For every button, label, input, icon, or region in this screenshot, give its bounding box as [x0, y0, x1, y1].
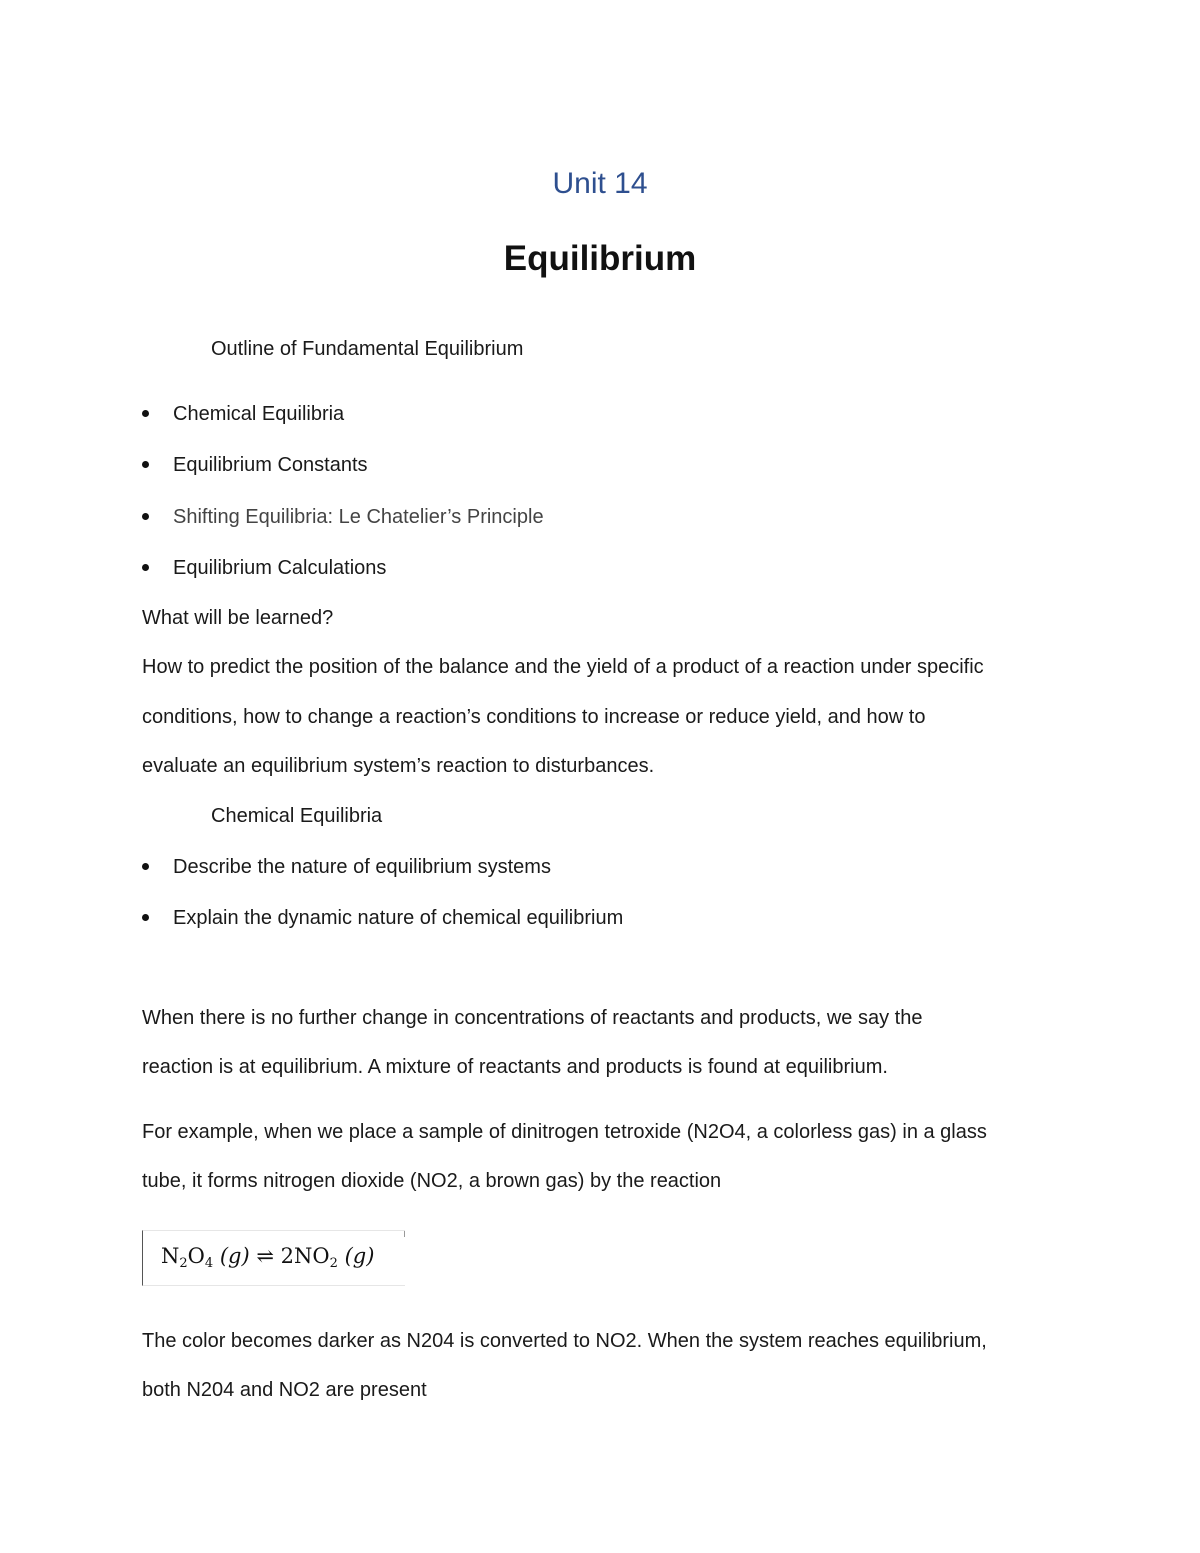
chemical-equation: $N_2O_4$ (g) ⇌ $2NO_2$ (g) — [161, 1244, 375, 1271]
outline-item-label: Equilibrium Calculations — [173, 557, 387, 579]
bullet-icon — [142, 863, 149, 870]
bullet-icon — [142, 564, 149, 571]
section-heading: Chemical Equilibria — [211, 805, 383, 827]
outline-item — [142, 452, 368, 478]
section-item — [142, 905, 623, 931]
section-item — [142, 854, 551, 880]
bullet-icon — [142, 461, 149, 468]
section-item-label: Describe the nature of equilibrium systems — [173, 856, 551, 878]
outline-item-label: Equilibrium Constants — [173, 454, 368, 476]
paragraph-line: The color becomes darker as N204 is converted to NO2. When the system reaches equilibrium, — [142, 1330, 987, 1352]
learned-line: How to predict the position of the balance and the yield of a product of a reaction under specific — [142, 656, 984, 678]
outline-item — [142, 401, 344, 427]
equation-box-corner — [404, 1231, 405, 1237]
outline-item — [142, 504, 544, 530]
paragraph-line: reaction is at equilibrium. A mixture of reactants and products is found at equilibrium. — [142, 1056, 888, 1078]
learned-line: conditions, how to change a reaction’s conditions to increase or reduce yield, and how to — [142, 706, 926, 728]
outline-heading: Outline of Fundamental Equilibrium — [211, 338, 524, 360]
section-item-label: Explain the dynamic nature of chemical equilibrium — [173, 907, 624, 929]
outline-item-label: Chemical Equilibria — [173, 403, 345, 425]
paragraph-line: For example, when we place a sample of dinitrogen tetroxide (N2O4, a colorless gas) in a glass — [142, 1121, 987, 1143]
paragraph-line: tube, it forms nitrogen dioxide (NO2, a brown gas) by the reaction — [142, 1170, 722, 1192]
learned-line: evaluate an equilibrium system’s reaction to disturbances. — [142, 755, 655, 777]
paragraph-line: When there is no further change in concentrations of reactants and products, we say the — [142, 1007, 923, 1029]
learned-question: What will be learned? — [142, 607, 334, 629]
bullet-icon — [142, 513, 149, 520]
unit-title: Unit 14 — [552, 167, 648, 200]
equilibrium-arrow-icon: ⇌ — [256, 1244, 274, 1268]
page-title: Equilibrium — [503, 239, 697, 278]
equation-box — [142, 1230, 405, 1286]
paragraph-line: both N204 and NO2 are present — [142, 1379, 427, 1401]
bullet-icon — [142, 410, 149, 417]
outline-item — [142, 555, 386, 581]
outline-item-label: Shifting Equilibria: Le Chatelier’s Principle — [173, 506, 544, 528]
bullet-icon — [142, 914, 149, 921]
